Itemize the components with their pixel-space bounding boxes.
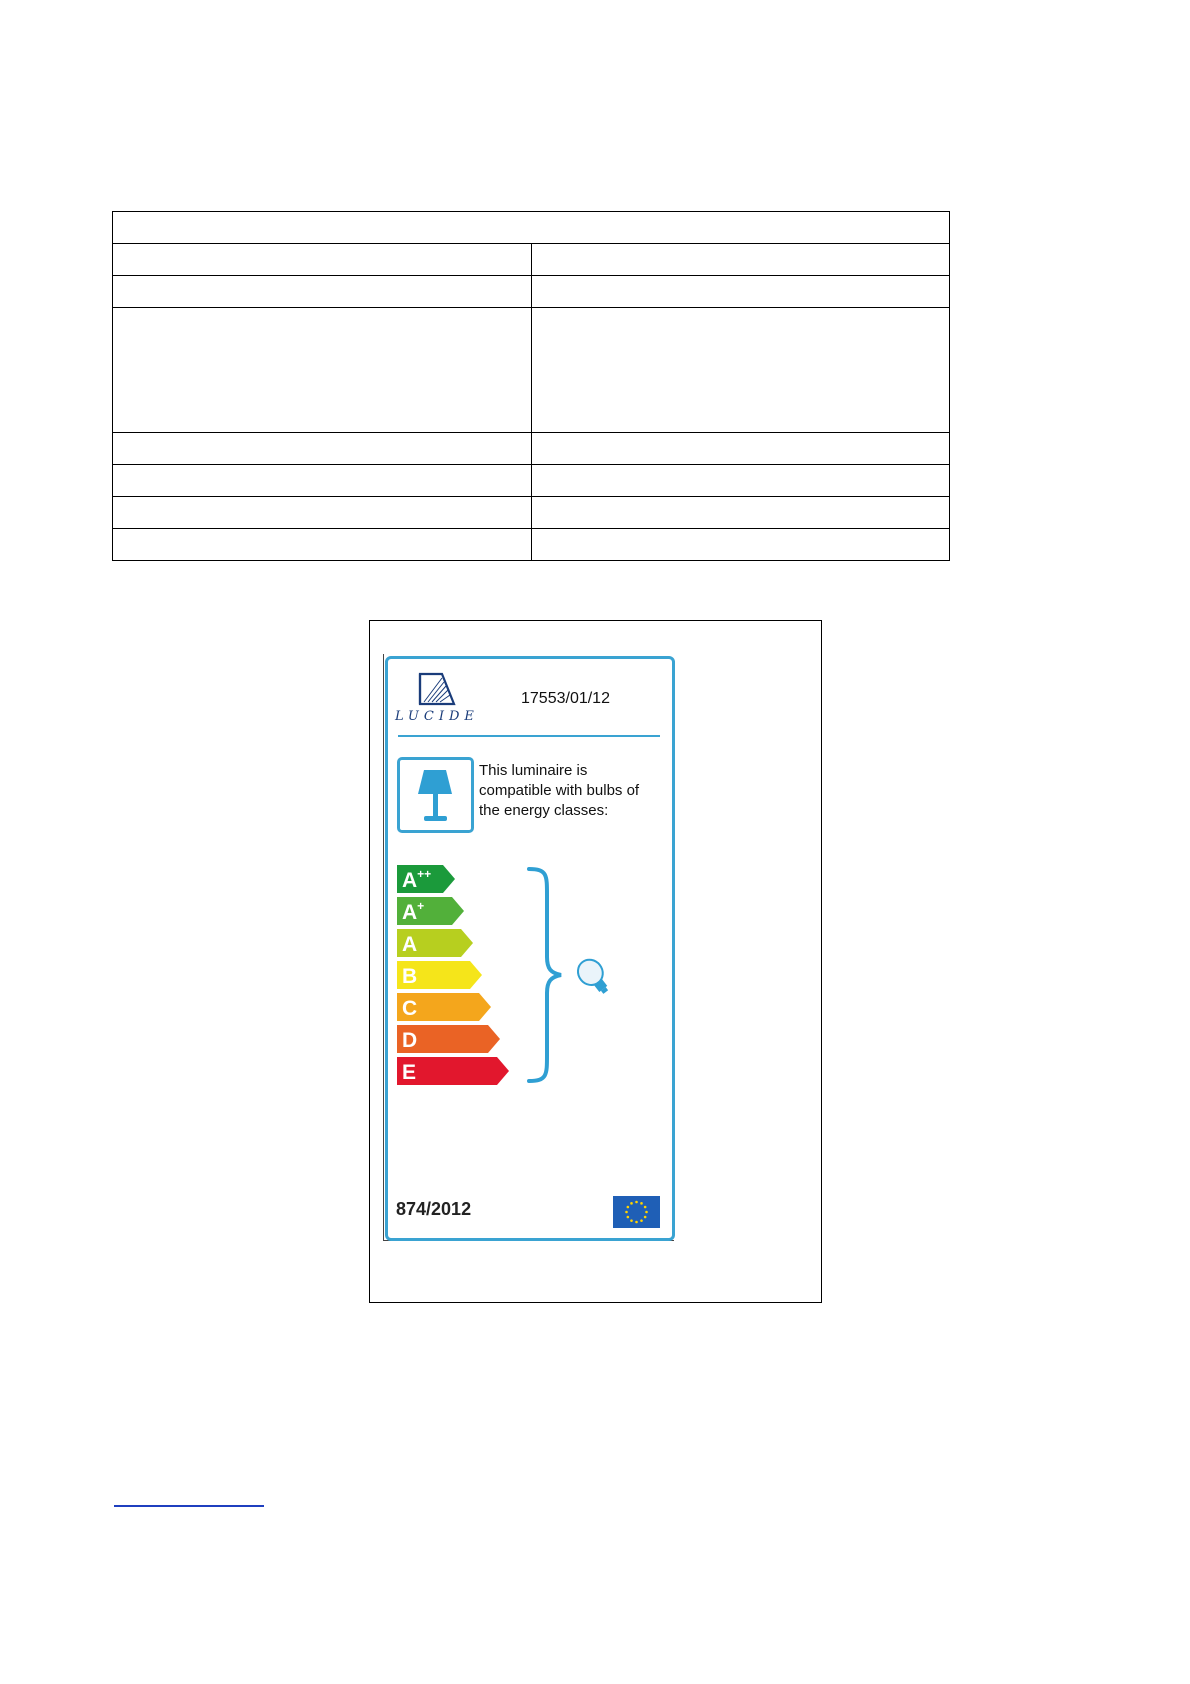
table-cell — [113, 497, 532, 529]
svg-text:A: A — [402, 933, 418, 956]
energy-class-e — [397, 1057, 509, 1085]
energy-class-d — [397, 1025, 500, 1053]
svg-text:C: C — [402, 997, 418, 1020]
energy-class-c — [397, 993, 491, 1021]
energy-class-a — [397, 929, 473, 957]
table-cell — [113, 529, 532, 561]
model-number: 17553/01/12 — [521, 690, 610, 707]
svg-text:B: B — [402, 965, 418, 988]
table-lamp-icon — [400, 760, 471, 830]
table-cell — [531, 308, 950, 433]
table-cell — [531, 497, 950, 529]
energy-class-a-plus — [397, 897, 464, 925]
svg-text:A++: A++ — [402, 867, 432, 892]
table-cell — [531, 276, 950, 308]
svg-text:E: E — [402, 1061, 417, 1084]
svg-text:D: D — [402, 1029, 418, 1052]
svg-text:A+: A+ — [402, 899, 425, 924]
table-cell — [531, 529, 950, 561]
footnote-separator — [114, 1505, 264, 1507]
table-cell — [531, 433, 950, 465]
energy-class-a-plusplus — [397, 865, 455, 893]
table-cell — [113, 276, 532, 308]
regulation-number: 874/2012 — [396, 1199, 472, 1219]
table-cell — [113, 465, 532, 497]
energy-class-b — [397, 961, 482, 989]
table-header-cell — [113, 212, 950, 244]
table-cell — [531, 465, 950, 497]
compatibility-text: This luminaire is compatible with bulbs of the energy classes: — [479, 762, 640, 819]
specification-table — [112, 211, 950, 561]
brace-icon — [525, 865, 565, 1085]
light-bulb-icon — [573, 950, 623, 998]
label-divider — [398, 735, 660, 737]
table-cell — [113, 244, 532, 276]
lamp-icon-box — [397, 757, 474, 833]
table-cell — [531, 244, 950, 276]
table-cell — [113, 433, 532, 465]
table-cell — [113, 308, 532, 433]
brand-name: LUCIDE — [395, 709, 479, 724]
eu-flag-icon — [613, 1196, 660, 1228]
